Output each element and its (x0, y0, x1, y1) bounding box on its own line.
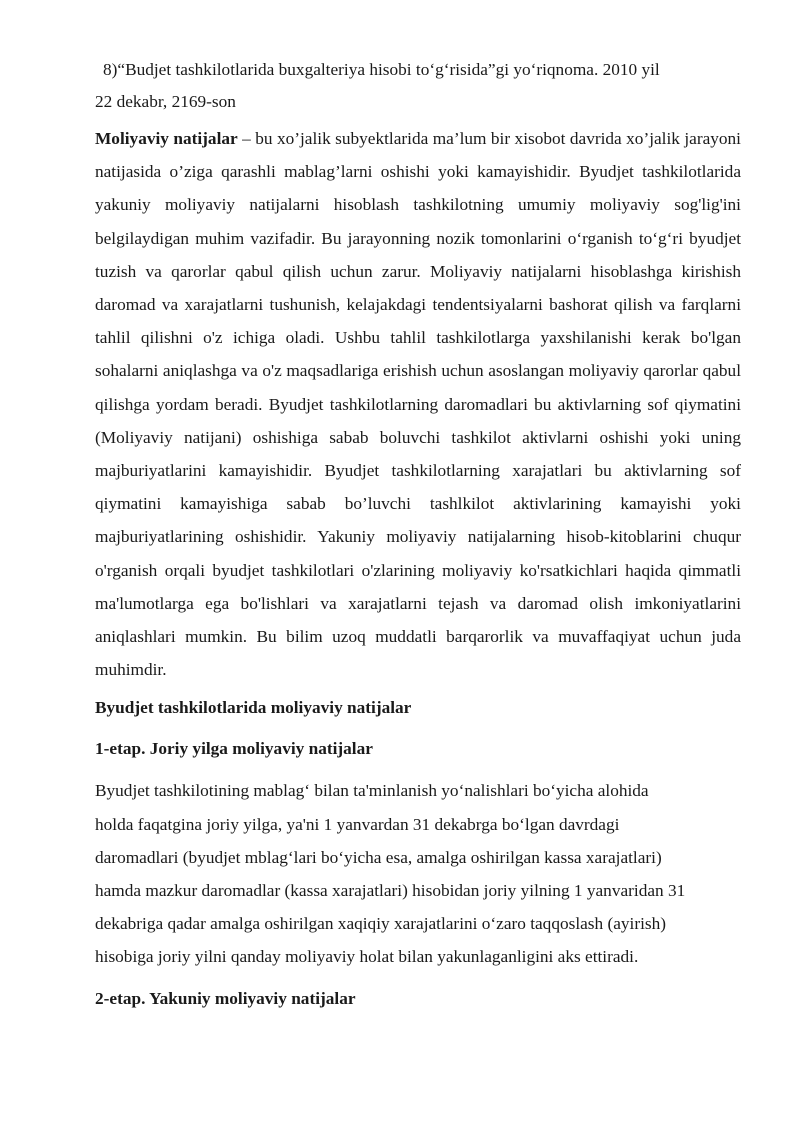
document-page (95, 54, 741, 1024)
definition-paragraph (95, 122, 741, 686)
stage1-heading: 1-etap. Joriy yilga moliyaviy natijalar (95, 739, 373, 759)
section-heading: Byudjet tashkilotlarida moliyaviy natijalar (95, 698, 412, 718)
stage2-heading: 2-etap. Yakuniy moliyaviy natijalar (95, 988, 356, 1008)
reference-line: 8)“Budjet tashkilotlarida buxgalteriya hisobi to‘g‘risida”gi yo‘riqnoma. 2010 yil (103, 60, 660, 79)
stage1-paragraph (95, 774, 741, 973)
reference-citation (95, 54, 741, 118)
definition-term: Moliyaviy natijalar (95, 129, 238, 148)
paragraph-line: dekabriga qadar amalga oshirilgan xaqiqiy xarajatlarini o‘zaro taqqoslash (ayirish) (95, 914, 667, 934)
paragraph-line: daromadlari (byudjet mblag‘lari bo‘yicha esa, amalga oshirilgan kassa xarajatlari) (95, 847, 662, 867)
paragraph-line: hamda mazkur daromadlar (kassa xarajatlari) hisobidan joriy yilning 1 yanvaridan 31 (95, 881, 686, 901)
reference-line: 22 dekabr, 2169-son (95, 92, 236, 111)
paragraph-line: Byudjet tashkilotining mablag‘ bilan ta'minlanish yo‘nalishlari bo‘yicha alohida (95, 781, 649, 801)
definition-text: – bu xo’jalik subyektlarida ma’lum bir xisobot davrida xo’jalik jarayoni natijasida o’ziga qarashli mablag’larni oshishi yoki kamayishidir. Byudjet tashkilotlarida yakuniy moliyaviy natijalarni hisoblash tashkilotning umumiy moliyaviy sog'lig'ini belgilaydigan muhim vazifadir. Bu jarayonning nozik tomonlarini o‘rganish to‘g‘ri byudjet tuzish va qarorlar qabul qilish uchun zarur. Moliyaviy natijalarni hisoblashga kirishish daromad va xarajatlarni tushunish, kelajakdagi tendentsiyalarni bashorat qilish va farqlarni tahlil qilishni o'z ichiga oladi. Ushbu tahlil tashkilotlarga yaxshilanishi kerak bo'lgan sohalarni aniqlashga va o'z maqsadlariga erishish uchun asoslangan moliyaviy qarorlar qabul qilishga yordam beradi. Byudjet tashkilotlarning daromadlari bu aktivlarning sof qiymatini (Moliyaviy natijani) oshishiga sabab boluvchi tashkilot aktivlarni oshishi yoki uning majburiyatlarini kamayishidir. Byudjet tashkilotlarning xarajatlari bu aktivlarning sof qiymatini kamayishiga sabab bo’luvchi tashlkilot aktivlarining kamayishi yoki majburiyatlarining oshishidir. Yakuniy moliyaviy natijalarning hisob-kitoblarini chuqur o'rganish orqali byudjet tashkilotlari o'zlarining moliyaviy ko'rsatkichlari haqida qimmatli ma'lumotlarga ega bo'lishlari va xarajatlarni tejash va daromad olish imkoniyatlarini aniqlashlari mumkin. Bu bilim uzoq muddatli barqarorlik va muvaffaqiyat uchun juda muhimdir. (95, 129, 741, 680)
paragraph-line: hisobiga joriy yilni qanday moliyaviy holat bilan yakunlaganligini aks ettiradi. (95, 947, 639, 967)
paragraph-line: holda faqatgina joriy yilga, ya'ni 1 yanvardan 31 dekabrga bo‘lgan davrdagi (95, 814, 620, 834)
